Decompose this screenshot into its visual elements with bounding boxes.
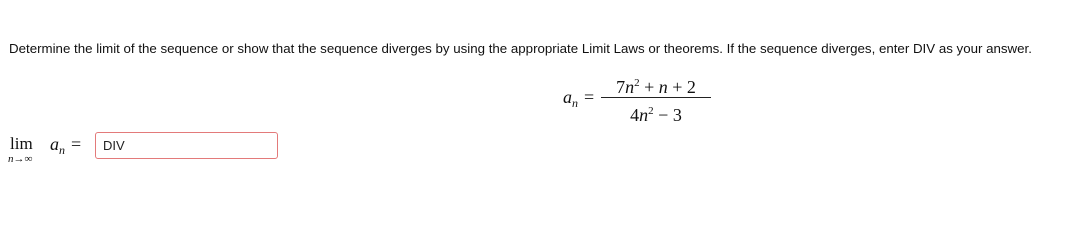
sequence-lhs: [563, 87, 594, 108]
answer-input[interactable]: DIV: [95, 132, 278, 159]
lim-operator: lim: [10, 134, 33, 153]
question-prompt: Determine the limit of the sequence or show that the sequence diverges by using the appropriate Limit Laws or theorems. If the sequence diverges, enter DIV as your answer.: [9, 41, 1032, 56]
lhs-subscript: n: [572, 96, 578, 110]
lim-subscript: n→∞: [8, 153, 33, 165]
fraction-bar: [601, 97, 711, 98]
denominator: $4n^2 - 3$: [630, 105, 682, 125]
equals-sign: =: [584, 87, 595, 107]
lhs-variable: a: [563, 87, 572, 107]
limit-variable: $a_n$ =: [50, 134, 82, 157]
limit-equals: =: [71, 134, 82, 154]
numerator: $7n^2 + n + 2$: [616, 77, 696, 97]
fraction: [601, 70, 711, 123]
